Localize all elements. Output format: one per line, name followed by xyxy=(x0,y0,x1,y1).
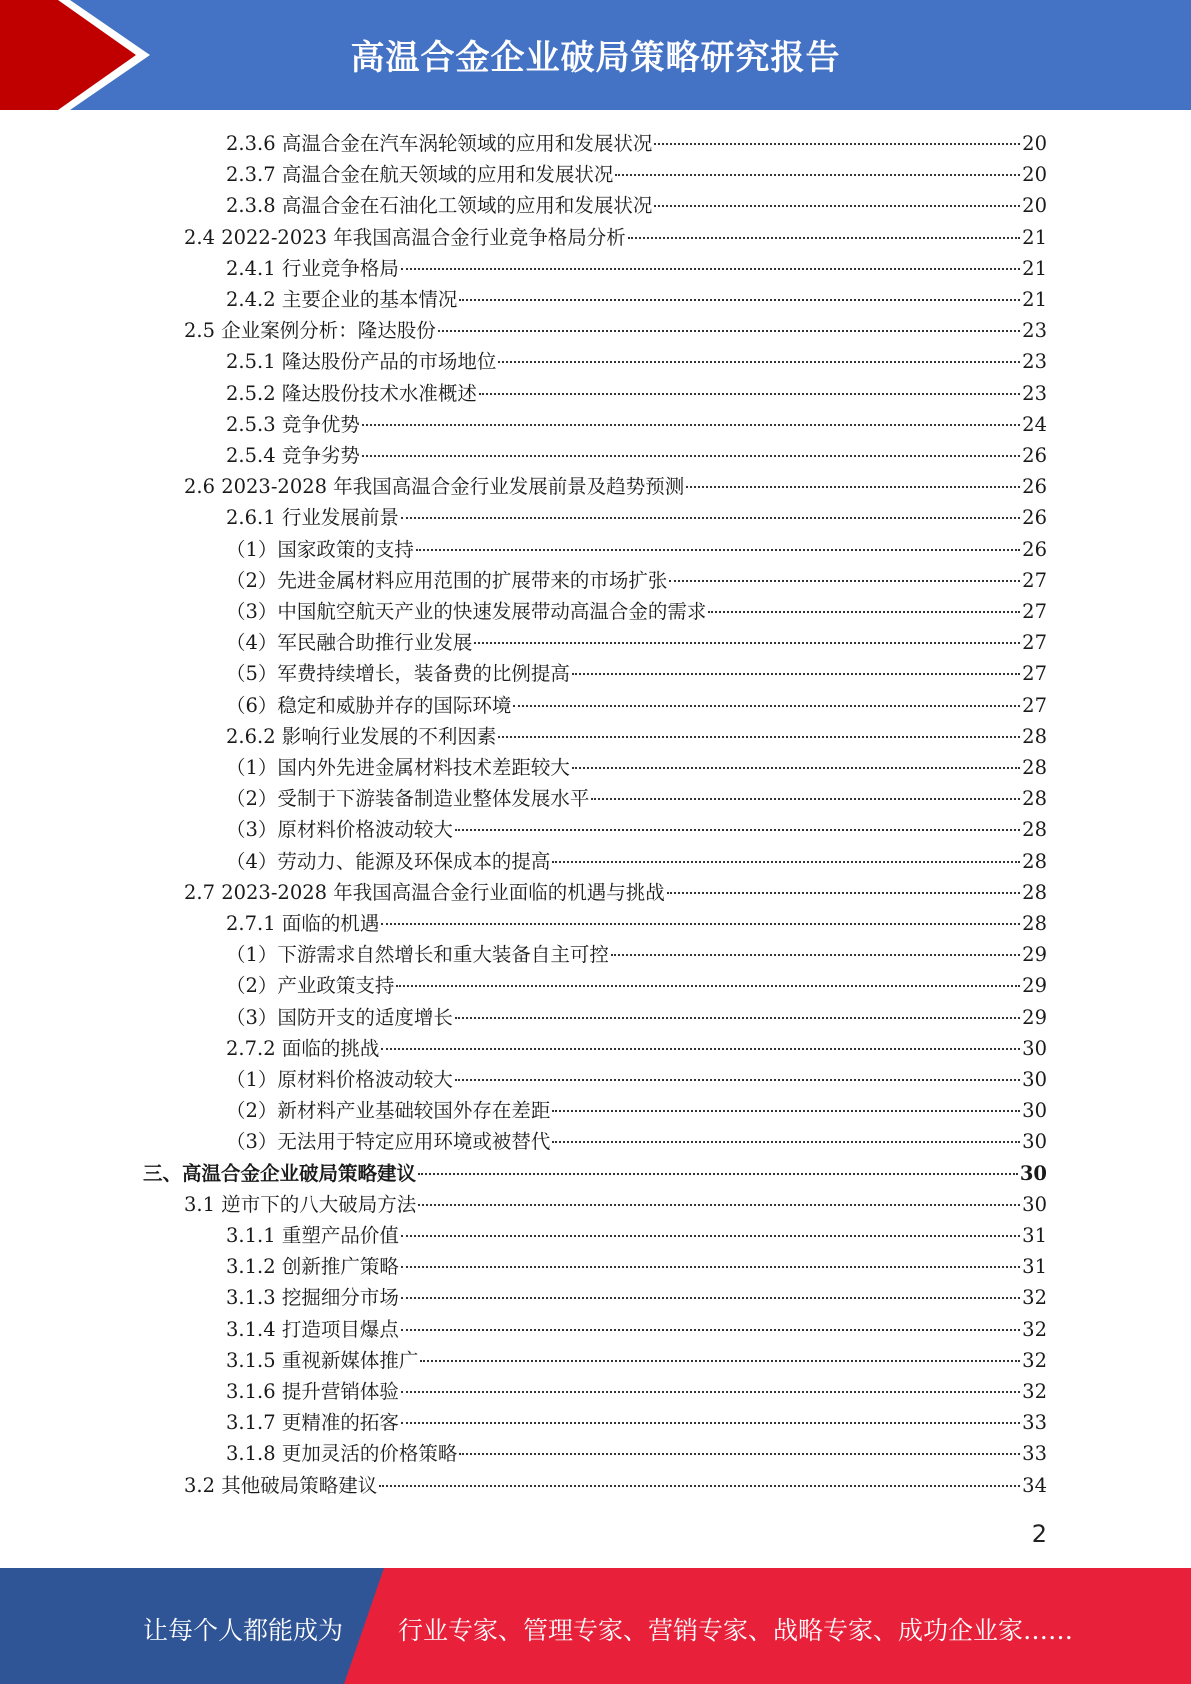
toc-entry-label: 2.5.1 隆达股份产品的市场地位 xyxy=(226,350,497,374)
toc-entry-label: 2.5 企业案例分析：隆达股份 xyxy=(184,319,436,343)
toc-entry-page: 21 xyxy=(1022,288,1047,311)
toc-entry-label: 2.5.4 竞争劣势 xyxy=(226,444,360,467)
toc-dot-leader xyxy=(498,736,1020,738)
toc-entry[interactable] xyxy=(226,814,1047,845)
toc-entry[interactable] xyxy=(226,846,1047,877)
toc-dot-leader xyxy=(708,611,1020,613)
toc-dot-leader xyxy=(513,705,1020,707)
toc-entry-page: 29 xyxy=(1022,943,1047,967)
toc-entry-page: 24 xyxy=(1022,412,1047,436)
toc-entry-page: 28 xyxy=(1022,880,1047,904)
toc-entry-label: 2.7.2 面临的挑战 xyxy=(226,1036,380,1060)
toc-entry[interactable] xyxy=(226,908,1047,939)
toc-entry-label: 2.6 2023-2028 年我国高温合金行业发展前景及趋势预测 xyxy=(184,475,685,499)
toc-entry[interactable] xyxy=(226,159,1047,190)
toc-dot-leader xyxy=(418,1173,1018,1175)
toc-entry-label: （5）军费持续增长，装备费的比例提高 xyxy=(226,662,570,686)
toc-entry[interactable] xyxy=(226,1033,1047,1064)
toc-entry-page: 30 xyxy=(1022,1099,1047,1123)
toc-entry-page: 26 xyxy=(1022,506,1047,530)
toc-entry-page: 29 xyxy=(1022,974,1047,998)
toc-entry[interactable] xyxy=(226,378,1047,409)
toc-dot-leader xyxy=(591,798,1020,800)
toc-entry-label: 3.1.2 创新推广策略 xyxy=(226,1255,399,1279)
toc-entry[interactable] xyxy=(226,1376,1047,1407)
toc-entry-label: （6）稳定和威胁并存的国际环境 xyxy=(226,693,512,717)
toc-entry-page: 26 xyxy=(1022,444,1047,467)
toc-dot-leader xyxy=(669,580,1020,582)
footer-slogan-left: 让每个人都能成为 xyxy=(143,1616,344,1645)
toc-entry-page: 32 xyxy=(1022,1348,1047,1372)
toc-entry[interactable] xyxy=(226,346,1047,377)
toc-dot-leader xyxy=(686,486,1020,488)
toc-entry-page: 30 xyxy=(1022,1192,1047,1216)
toc-entry-label: 3.1.6 提升营销体验 xyxy=(226,1380,399,1403)
toc-entry[interactable] xyxy=(184,1189,1047,1220)
toc-entry-page: 28 xyxy=(1022,724,1047,748)
toc-entry-label: 2.3.7 高温合金在航天领域的应用和发展状况 xyxy=(226,163,614,187)
toc-entry-label: 3.1.4 打造项目爆点 xyxy=(226,1317,399,1341)
toc-dot-leader xyxy=(379,1485,1020,1487)
footer-slogan-right: 行业专家、管理专家、营销专家、战略专家、成功企业家…… xyxy=(398,1616,1074,1645)
toc-entry-page: 30 xyxy=(1022,1036,1047,1060)
toc-entry-page: 31 xyxy=(1022,1255,1047,1279)
toc-entry-page: 32 xyxy=(1022,1380,1047,1403)
toc-entry-label: 2.3.6 高温合金在汽车涡轮领域的应用和发展状况 xyxy=(226,132,653,155)
toc-dot-leader xyxy=(401,517,1020,519)
toc-entry-label: 三、高温合金企业破局策略建议 xyxy=(143,1161,417,1185)
toc-entry-label: （2）先进金属材料应用范围的扩展带来的市场扩张 xyxy=(226,568,668,592)
toc-entry-label: （2）产业政策支持 xyxy=(226,974,395,998)
toc-dot-leader xyxy=(381,923,1020,925)
toc-entry-label: 3.1.5 重视新媒体推广 xyxy=(226,1348,419,1372)
toc-dot-leader xyxy=(611,954,1020,956)
toc-entry-label: （4）劳动力、能源及环保成本的提高 xyxy=(226,849,551,873)
toc-dot-leader xyxy=(459,299,1020,301)
toc-entry[interactable] xyxy=(184,222,1047,253)
toc-entry-page: 30 xyxy=(1022,1130,1047,1154)
toc-dot-leader xyxy=(552,1141,1020,1143)
toc-entry[interactable] xyxy=(226,190,1047,221)
toc-dot-leader xyxy=(479,393,1020,395)
toc-dot-leader xyxy=(420,1360,1020,1362)
toc-dot-leader xyxy=(381,1048,1020,1050)
toc-entry[interactable] xyxy=(226,1064,1047,1095)
toc-entry-label: （2）受制于下游装备制造业整体发展水平 xyxy=(226,787,590,811)
toc-entry-label: 2.5.2 隆达股份技术水准概述 xyxy=(226,381,477,405)
toc-dot-leader xyxy=(416,549,1020,551)
toc-entry[interactable] xyxy=(226,1407,1047,1438)
toc-entry-label: （3）无法用于特定应用环境或被替代 xyxy=(226,1130,551,1154)
toc-entry-label: 2.7.1 面临的机遇 xyxy=(226,912,380,935)
toc-entry[interactable] xyxy=(226,690,1047,721)
toc-entry-label: （4）军民融合助推行业发展 xyxy=(226,631,473,655)
toc-dot-leader xyxy=(552,861,1020,863)
toc-entry-label: （1）下游需求自然增长和重大装备自主可控 xyxy=(226,943,609,967)
toc-entry[interactable] xyxy=(184,877,1047,908)
toc-entry[interactable] xyxy=(226,1314,1047,1345)
toc-entry-label: 3.2 其他破局策略建议 xyxy=(184,1473,378,1497)
toc-entry-label: （3）中国航空航天产业的快速发展带动高温合金的需求 xyxy=(226,600,707,623)
toc-entry[interactable] xyxy=(226,1095,1047,1126)
toc-entry-page: 28 xyxy=(1022,849,1047,873)
toc-dot-leader xyxy=(362,424,1020,426)
toc-entry-label: （3）原材料价格波动较大 xyxy=(226,818,453,842)
toc-entry[interactable] xyxy=(226,658,1047,689)
toc-dot-leader xyxy=(362,455,1020,457)
toc-entry[interactable] xyxy=(226,1282,1047,1313)
toc-entry-page: 26 xyxy=(1022,537,1047,561)
toc-entry[interactable] xyxy=(226,596,1047,627)
toc-entry-page: 28 xyxy=(1022,787,1047,811)
toc-entry-label: 2.6.1 行业发展前景 xyxy=(226,506,399,530)
toc-entry-page: 21 xyxy=(1022,256,1047,280)
toc-entry-page: 23 xyxy=(1022,350,1047,374)
toc-entry[interactable] xyxy=(143,1158,1047,1189)
toc-entry[interactable] xyxy=(184,1470,1047,1501)
toc-entry-label: （3）国防开支的适度增长 xyxy=(226,1005,453,1029)
toc-entry-page: 27 xyxy=(1022,693,1047,717)
toc-entry[interactable] xyxy=(226,284,1047,315)
toc-entry[interactable] xyxy=(226,128,1047,159)
toc-entry-page: 28 xyxy=(1022,818,1047,842)
toc-dot-leader xyxy=(455,829,1020,831)
toc-entry-page: 26 xyxy=(1022,475,1047,499)
toc-entry[interactable] xyxy=(226,1220,1047,1251)
toc-entry[interactable] xyxy=(226,752,1047,783)
toc-dot-leader xyxy=(401,1422,1020,1424)
toc-dot-leader xyxy=(572,673,1020,675)
toc-entry[interactable] xyxy=(226,783,1047,814)
toc-entry-page: 27 xyxy=(1022,600,1047,623)
toc-entry-page: 23 xyxy=(1022,319,1047,343)
toc-entry-label: 3.1.8 更加灵活的价格策略 xyxy=(226,1442,458,1466)
toc-entry-label: 2.7 2023-2028 年我国高温合金行业面临的机遇与挑战 xyxy=(184,880,665,904)
toc-dot-leader xyxy=(438,330,1020,332)
toc-dot-leader xyxy=(401,1266,1020,1268)
toc-entry-label: 3.1.3 挖掘细分市场 xyxy=(226,1286,399,1310)
toc-entry-label: 2.4 2022-2023 年我国高温合金行业竞争格局分析 xyxy=(184,225,626,249)
toc-entry-page: 28 xyxy=(1022,912,1047,935)
toc-entry[interactable] xyxy=(226,502,1047,533)
toc-entry-page: 27 xyxy=(1022,662,1047,686)
toc-dot-leader xyxy=(418,1204,1020,1206)
toc-entry[interactable] xyxy=(226,1438,1047,1469)
toc-entry[interactable] xyxy=(184,315,1047,346)
toc-entry-page: 20 xyxy=(1022,132,1047,155)
toc-entry[interactable] xyxy=(226,627,1047,658)
toc-dot-leader xyxy=(667,892,1020,894)
toc-dot-leader xyxy=(459,1453,1020,1455)
toc-entry[interactable] xyxy=(226,721,1047,752)
toc-entry[interactable] xyxy=(226,1345,1047,1376)
toc-entry-page: 27 xyxy=(1022,568,1047,592)
toc-entry-label: 2.4.1 行业竞争格局 xyxy=(226,256,399,280)
toc-entry-page: 29 xyxy=(1022,1005,1047,1029)
toc-entry-page: 32 xyxy=(1022,1286,1047,1310)
toc-dot-leader xyxy=(572,767,1020,769)
toc-dot-leader xyxy=(474,642,1020,644)
toc-entry-page: 23 xyxy=(1022,381,1047,405)
toc-dot-leader xyxy=(628,237,1020,239)
page-header xyxy=(0,0,1191,110)
toc-entry[interactable] xyxy=(226,440,1047,471)
toc-dot-leader xyxy=(455,1079,1020,1081)
page-title: 高温合金企业破局策略研究报告 xyxy=(350,38,841,78)
toc-entry-label: （1）原材料价格波动较大 xyxy=(226,1068,453,1091)
toc-entry-page: 33 xyxy=(1022,1411,1047,1435)
toc-entry[interactable] xyxy=(226,409,1047,440)
toc-dot-leader xyxy=(615,174,1020,176)
toc-entry[interactable] xyxy=(226,970,1047,1001)
toc-dot-leader xyxy=(455,1017,1020,1019)
toc-dot-leader xyxy=(401,1391,1020,1393)
toc-entry-page: 34 xyxy=(1022,1473,1047,1497)
toc-dot-leader xyxy=(401,268,1020,270)
toc-dot-leader xyxy=(401,1329,1020,1331)
toc-entry-label: 3.1.7 更精准的拓客 xyxy=(226,1411,399,1435)
toc-dot-leader xyxy=(396,985,1020,987)
toc-entry-label: 3.1.1 重塑产品价值 xyxy=(226,1224,399,1247)
toc-entry-page: 28 xyxy=(1022,756,1047,779)
page-footer xyxy=(0,1568,1191,1684)
toc-entry-page: 33 xyxy=(1022,1442,1047,1466)
toc-dot-leader xyxy=(401,1235,1020,1237)
toc-entry-label: 2.3.8 高温合金在石油化工领域的应用和发展状况 xyxy=(226,194,653,218)
toc-entry-label: （2）新材料产业基础较国外存在差距 xyxy=(226,1099,551,1123)
toc-entry-page: 32 xyxy=(1022,1317,1047,1341)
toc-entry-label: （1）国内外先进金属材料技术差距较大 xyxy=(226,756,570,779)
toc-entry-label: 2.5.3 竞争优势 xyxy=(226,412,360,436)
toc-entry-page: 21 xyxy=(1022,225,1047,249)
toc-dot-leader xyxy=(498,361,1020,363)
toc-entry-page: 30 xyxy=(1022,1068,1047,1091)
toc-entry-page: 20 xyxy=(1022,163,1047,187)
toc-dot-leader xyxy=(552,1110,1020,1112)
toc-dot-leader xyxy=(401,1297,1020,1299)
toc-entry-label: （1）国家政策的支持 xyxy=(226,537,414,561)
toc-entry-page: 31 xyxy=(1022,1224,1047,1247)
toc-entry[interactable] xyxy=(184,471,1047,502)
toc-entry-label: 3.1 逆市下的八大破局方法 xyxy=(184,1192,417,1216)
toc-entry[interactable] xyxy=(226,534,1047,565)
toc-dot-leader xyxy=(654,205,1020,207)
toc-entry-label: 2.6.2 影响行业发展的不利因素 xyxy=(226,724,497,748)
toc-entry-page: 30 xyxy=(1019,1161,1047,1185)
toc-entry-label: 2.4.2 主要企业的基本情况 xyxy=(226,288,458,311)
toc-entry-page: 20 xyxy=(1022,194,1047,218)
toc-dot-leader xyxy=(654,143,1020,145)
toc-entry[interactable] xyxy=(226,565,1047,596)
toc-entry[interactable] xyxy=(226,1002,1047,1033)
toc-entry[interactable] xyxy=(226,939,1047,970)
toc-entry-page: 27 xyxy=(1022,631,1047,655)
toc-entry[interactable] xyxy=(226,253,1047,284)
page-number: 2 xyxy=(1031,1520,1047,1548)
toc-entry[interactable] xyxy=(226,1251,1047,1282)
toc-entry[interactable] xyxy=(226,1126,1047,1157)
